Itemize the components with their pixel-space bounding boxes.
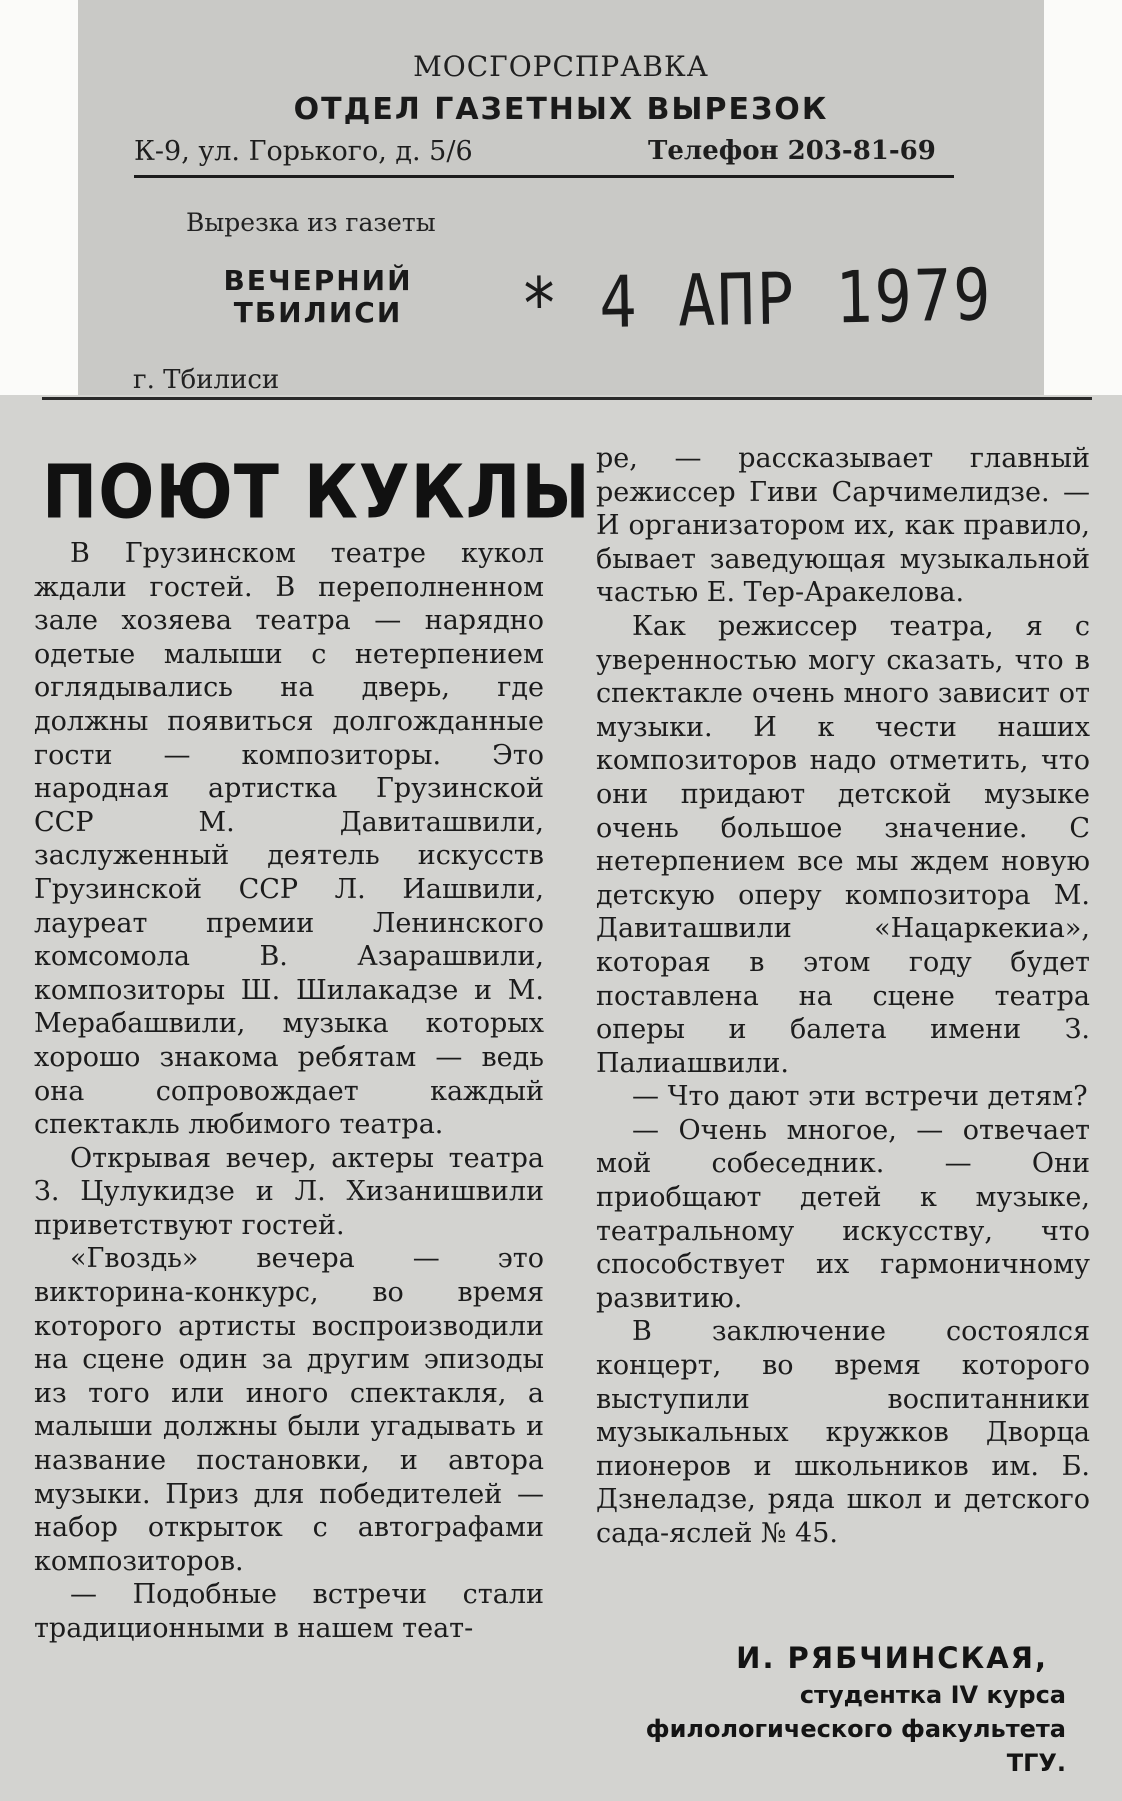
bureau-phone: Телефон 203-81-69 [648,136,936,166]
paragraph: «Гвоздь» вечера — это викторина-конкурс, во время которого артисты воспроизводили на сцене один за другим эпизоды из того или иного спектакля, а малыши должны были угадывать и название постановки, и автора музыки. Приз для победителей — набор открыток с автографами композиторов. [34,1243,544,1577]
article-left-column [34,537,544,1646]
department-name: ОТДЕЛ ГАЗЕТНЫХ ВЫРЕЗОК [293,92,829,127]
clipping-caption: Вырезка из газеты [186,208,436,237]
bureau-name: МОСГОРСПРАВКА [413,50,709,83]
article-headline: ПОЮТ КУКЛЫ [42,449,591,536]
paragraph: В заключение состоялся концерт, во время которого выступили воспитанники музыкальных кружков Дворца пионеров и школьников им. Б. Дзнеладзе, ряда школ и детского сада-яслей № 45. [596,1316,1090,1549]
paragraph: ре, — рассказывает главный режиссер Гиви Сарчимелидзе. — И организатором их, как правило, бывает заведующая музыкальной частью Е. Тер-Аракелова. [596,443,1090,609]
paragraph: В Грузинском театре кукол ждали гостей. В переполненном зале хозяева театра — нарядно одетые малыши с нетерпением оглядывались на дверь, где должны появиться долгожданные гости — композиторы. Это народная артистка Грузинской ССР М. Давиташвили, заслуженный деятель искусств Грузинской ССР Л. Иашвили, лауреат премии Ленинского комсомола В. Азарашвили, композиторы Ш. Шилакадзе и М. Мерабашвили, музыка которых хорошо знакома ребятам — ведь она сопровождает каждый спектакль любимого театра. [34,538,544,1141]
paragraph: Открывая вечер, актеры театра З. Цулукидзе и Л. Хизанишвили приветствуют гостей. [34,1142,544,1241]
article-right-column [596,442,1090,1551]
date-stamp: * 4 АПР 1979 [520,252,994,346]
slip-divider [134,175,954,178]
newspaper-name: ВЕЧЕРНИЙ ТБИЛИСИ [223,264,413,329]
clipping-top-rule [42,397,1092,400]
paragraph: — Подобные встречи стали традиционными в нашем теат- [34,1579,544,1644]
author-role: студентка IV курса филологического факультета ТГУ. [645,1681,1066,1777]
newspaper-city: г. Тбилиси [133,365,280,395]
author-name: И. РЯБЧИНСКАЯ, [736,1641,1048,1675]
paragraph: — Очень многое, — отвечает мой собеседник. — Они приобщают детей к музыке, театральному искусству, что способствует их гармоничному развитию. [596,1114,1090,1314]
paragraph: — Что дают эти встречи детям? [632,1081,1088,1113]
bureau-address: К-9, ул. Горького, д. 5/6 [134,136,473,167]
paragraph: Как режиссер театра, я с уверенностью могу сказать, что в спектакле очень много зависит от музыки. И к чести наших композиторов надо отметить, что они придают детской музыке очень большое значение. С нетерпением все мы ждем новую детскую оперу композитора М. Давиташвили «Нацаркекиа», которая в этом году будет поставлена на сцене театра оперы и балета имени З. Палиашвили. [596,610,1090,1079]
author-signature [600,1638,1090,1780]
